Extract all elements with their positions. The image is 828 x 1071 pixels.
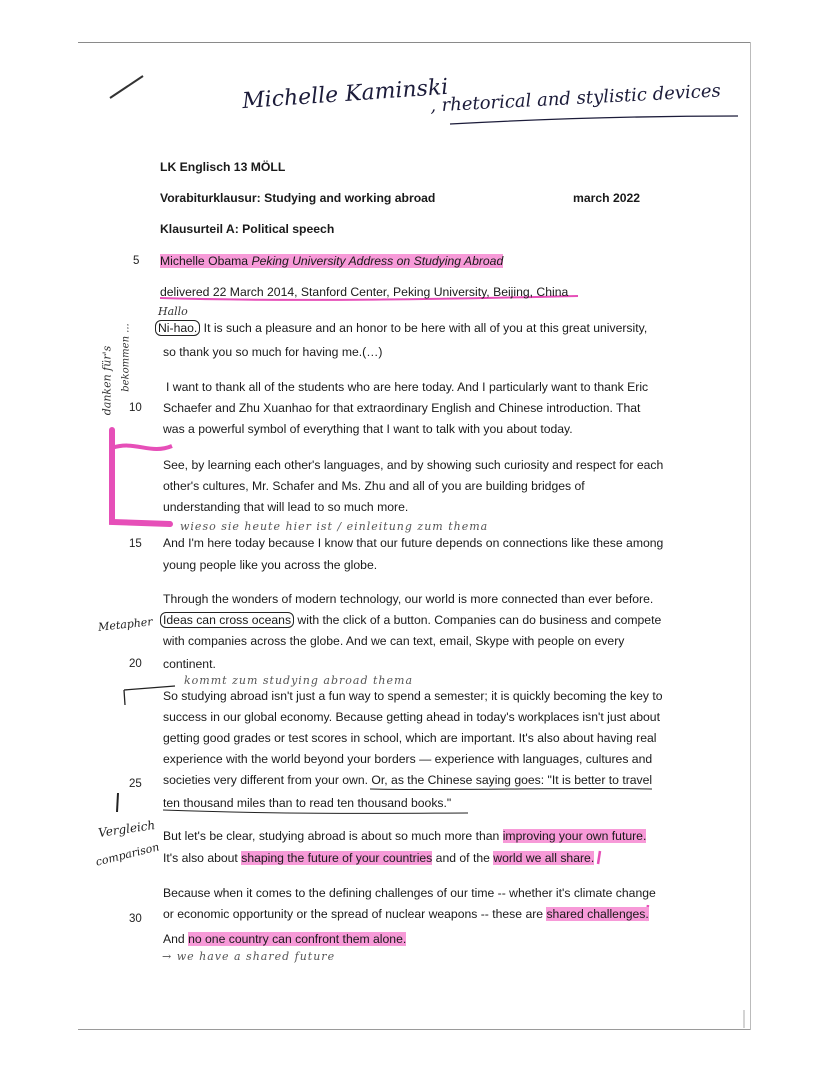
- paragraph-7-line-2: [163, 851, 594, 865]
- paragraph-4-line-1: And I'm here today because I know that our future depends on connections like these among: [163, 536, 664, 550]
- paragraph-6-line-2: success in our global economy. Because getting ahead in today's workplaces isn't just about: [163, 710, 660, 724]
- line-number: 20: [129, 658, 142, 670]
- note-study-abroad: kommt zum studying abroad thema: [184, 674, 413, 687]
- paragraph-6-line-3: getting good grades or test scores in school, which are important. It's also about having real: [163, 731, 657, 745]
- paragraph-3-line-3: understanding that will lead to so much more.: [163, 500, 409, 514]
- highlight-countries: shaping the future of your countries: [241, 851, 433, 865]
- quote-underline-2: [163, 810, 468, 813]
- paragraph-8-line-1: Because when it comes to the defining challenges of our time -- whether it's climate change: [163, 886, 656, 900]
- metaphor-boxed: Ideas can cross oceans: [160, 612, 294, 628]
- paragraph-5-line-4: continent.: [163, 657, 216, 671]
- line-number: 5: [133, 255, 140, 267]
- paragraph-2-line-2: Schaefer and Zhu Xuanhao for that extraordinary English and Chinese introduction. That: [163, 401, 641, 415]
- subtitle-underline: [450, 116, 738, 124]
- margin-note-1: danken für's: [100, 345, 114, 416]
- line-number: 25: [129, 778, 142, 790]
- handwritten-subtitle: , rhetorical and stylistic devices: [429, 80, 722, 117]
- paragraph-1-line-1: [155, 321, 647, 335]
- line-number: 10: [129, 402, 142, 414]
- speech-title: [160, 254, 503, 268]
- shared-future-note: → we have a shared future: [162, 950, 336, 963]
- greeting-circled: Ni-hao.: [155, 320, 200, 336]
- p8-text: And: [163, 932, 189, 946]
- p1-text: It is such a pleasure and an honor to be here with all of you at this great university,: [200, 321, 648, 335]
- pink-tick: [598, 851, 600, 864]
- speech-work-title: Peking University Address on Studying Abroad: [251, 254, 504, 268]
- paragraph-8-line-3: [163, 932, 406, 946]
- p5-text: with the click of a button. Companies can do business and compete: [294, 613, 662, 627]
- paragraph-7-line-1: [163, 829, 646, 843]
- paragraph-6-line-5: [163, 773, 652, 787]
- paragraph-2-line-3: was a powerful symbol of everything that I want to talk with you about today.: [163, 422, 573, 436]
- highlight-world: world we all share.: [493, 851, 595, 865]
- exam-date: march 2022: [573, 191, 641, 205]
- paragraph-5-line-3: with companies across the globe. And we can text, email, Skype with people on every: [163, 634, 625, 648]
- paragraph-5-line-1: Through the wonders of modern technology, our world is more connected than ever before.: [163, 592, 654, 606]
- exam-part: Klausurteil A: Political speech: [160, 222, 335, 236]
- p7-text: But let's be clear, studying abroad is about so much more than: [163, 829, 503, 843]
- pink-squiggle: [112, 446, 172, 449]
- line-number: 15: [129, 538, 142, 550]
- vergleich-note: Vergleich: [97, 818, 157, 840]
- handwritten-hallo: Hallo: [158, 305, 188, 318]
- paragraph-6-line-4: experience with the world beyond your borders — experience with languages, cultures and: [163, 752, 653, 766]
- paragraph-3-line-2: other's cultures, Mr. Schafer and Ms. Zhu and all of you are building bridges of: [163, 479, 585, 493]
- highlight-shared-challenges: shared challenges.: [546, 907, 649, 921]
- paragraph-5-line-2: [160, 613, 661, 627]
- paragraph-4-line-2: young people like you across the globe.: [163, 558, 378, 572]
- note-intro-topic: wieso sie heute hier ist / einleitung zum thema: [180, 520, 489, 533]
- paragraph-1-line-2: so thank you so much for having me.(…): [163, 345, 383, 359]
- highlight-own-future: improving your own future.: [502, 829, 647, 843]
- metaphor-note: Metapher: [97, 615, 154, 634]
- handwritten-name: Michelle Kaminski: [241, 74, 450, 115]
- paragraph-3-line-1: See, by learning each other's languages, and by showing such curiosity and respect for each: [163, 458, 664, 472]
- speaker-name: Michelle Obama: [160, 254, 252, 268]
- p7-text: and of the: [432, 851, 494, 865]
- p8-text: or economic opportunity or the spread of nuclear weapons -- these are: [163, 907, 547, 921]
- quote-underline: [370, 788, 652, 789]
- course-title: LK Englisch 13 MÖLL: [160, 160, 286, 174]
- delivered-line: delivered 22 March 2014, Stanford Center, Peking University, Beijing, China: [160, 285, 569, 299]
- paragraph-8-line-2: [163, 907, 649, 921]
- line-number: 30: [129, 913, 142, 925]
- chinese-saying: Or, as the Chinese saying goes: "It is better to travel: [371, 773, 653, 787]
- pen-stroke: [110, 76, 143, 98]
- paragraph-2-line-1: I want to thank all of the students who are here today. And I particularly want to thank Eric: [166, 380, 649, 394]
- p7-text: It's also about: [163, 851, 242, 865]
- margin-note-2: bekommen ...: [120, 323, 132, 392]
- vertical-tick: [117, 793, 118, 812]
- p6-text: societies very different from your own.: [163, 773, 372, 787]
- paragraph-6-line-6: ten thousand miles than to read ten thousand books.": [163, 796, 452, 810]
- paragraph-6-line-1: So studying abroad isn't just a fun way to spend a semester; it is quickly becoming the key to: [163, 689, 663, 703]
- highlight-confront-alone: no one country can confront them alone.: [188, 932, 407, 946]
- comparison-note: comparison: [94, 840, 161, 869]
- exam-title: Vorabiturklausur: Studying and working abroad: [160, 191, 436, 205]
